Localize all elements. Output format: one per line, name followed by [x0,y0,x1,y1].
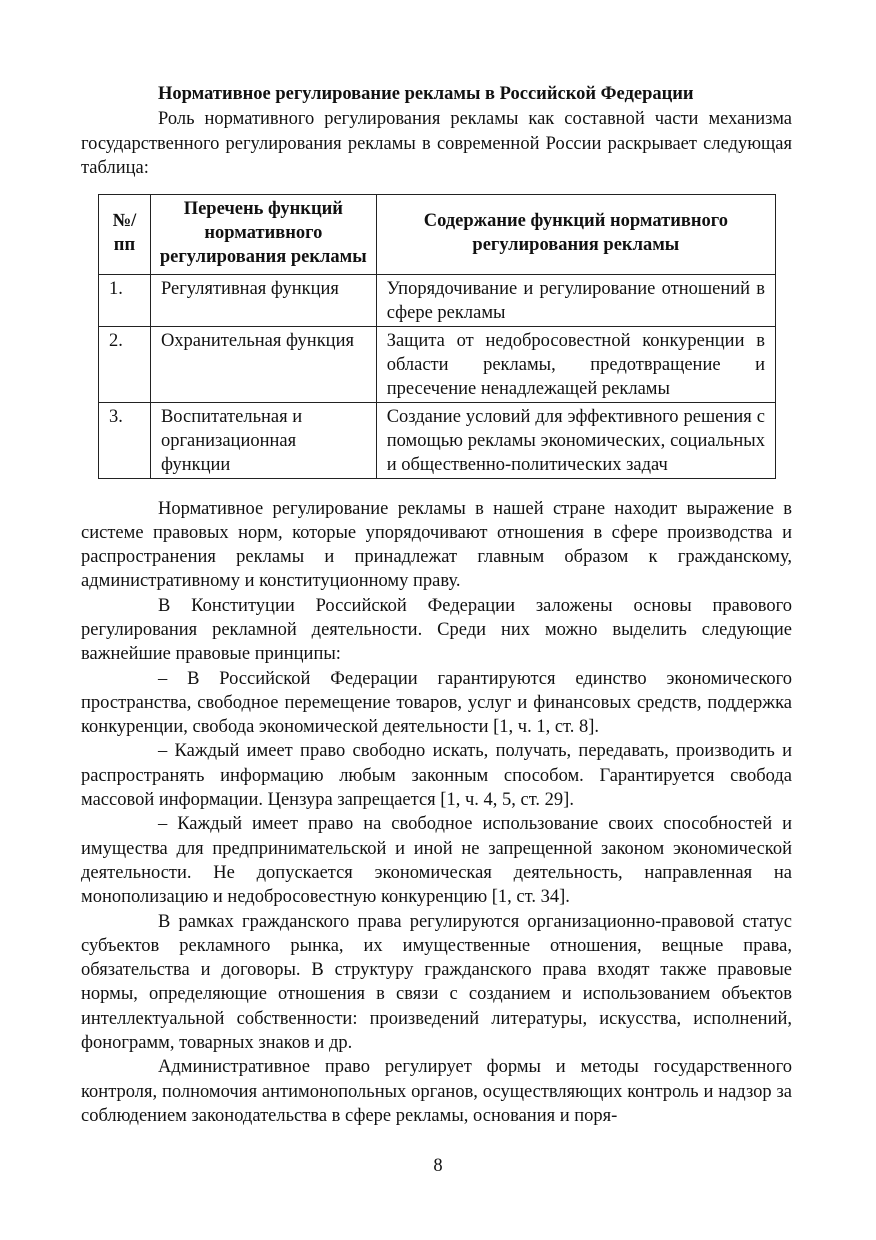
row-function: Охранительная функция [150,326,376,402]
functions-table [98,194,776,479]
document-page [81,82,792,1128]
principle-item: – В Российской Федерации гарантируются единство экономического пространства, свободное перемещение товаров, услуг и финансовых средств, поддержка конкуренции, свобода экономической деятельности [1, ч. 1, ст. 8]. [81,668,792,738]
row-content: Защита от недобросовестной конкуренции в области рекламы, предотвращение и пресечение ненадлежащей рекламы [376,326,775,402]
body-paragraph: В рамках гражданского права регулируются организационно-правовой статус субъектов рекламного рынка, их имущественные отношения, вещные права, обязательства и договоры. В структуру гражданского права входят также правовые нормы, определяющие отношения в связи с созданием и использованием объектов интеллектуальной собственности: произведений литературы, искусства, исполнений, фонограмм, товарных знаков и др. [81,911,792,1054]
header-functions-list: Перечень функций нормативного регулирования рекламы [150,194,376,274]
table-row [99,402,776,478]
principle-item: – Каждый имеет право свободно искать, получать, передавать, производить и распространять информацию любым законным способом. Гарантируется свобода массовой информации. Цензура запрещается [1, ч. 4, 5, ст. 29]. [81,741,792,811]
table-row [99,326,776,402]
row-number: 2. [99,326,151,402]
section-title: Нормативное регулирование рекламы в Российской Федерации [158,84,694,104]
body-paragraph: Административное право регулирует формы и методы государственного контроля, полномочия антимонопольных органов, осуществляющих контроль и надзор за соблюдением законодательства в сфере рекламы, основания и поря- [81,1057,792,1126]
principle-item: – Каждый имеет право на свободное использование своих способностей и имущества для предпринимательской и иной не запрещенной законом экономической деятельности. Не допускается экономическая деятельность, направленная на монополизацию и недобросовестную конкуренцию [1, ст. 34]. [81,814,792,908]
row-content: Создание условий для эффективного решения с помощью рекламы экономических, социальных и общественно-политических задач [376,402,775,478]
intro-paragraph: Роль нормативного регулирования рекламы как составной части механизма государственного регулирования рекламы в современной России раскрывает следующая таблица: [81,109,792,178]
row-function: Регулятивная функция [150,274,376,326]
header-number: №/ пп [99,194,151,274]
row-function: Воспитательная и организационная функции [150,402,376,478]
page-number: 8 [433,1156,443,1176]
row-number: 1. [99,274,151,326]
table-row [99,274,776,326]
body-paragraph: В Конституции Российской Федерации заложены основы правового регулирования рекламной деятельности. Среди них можно выделить следующие важнейшие правовые принципы: [81,595,792,665]
table-header-row [99,194,776,274]
row-content: Упорядочивание и регулирование отношений в сфере рекламы [376,274,775,326]
body-paragraph: Нормативное регулирование рекламы в нашей стране находит выражение в системе правовых норм, которые упорядочивают отношения в сфере производства и распространения рекламы и принадлежат главным образом к гражданскому, административному и конституционному праву. [81,498,792,592]
header-functions-content: Содержание функций нормативного регулирования рекламы [376,194,775,274]
row-number: 3. [99,402,151,478]
